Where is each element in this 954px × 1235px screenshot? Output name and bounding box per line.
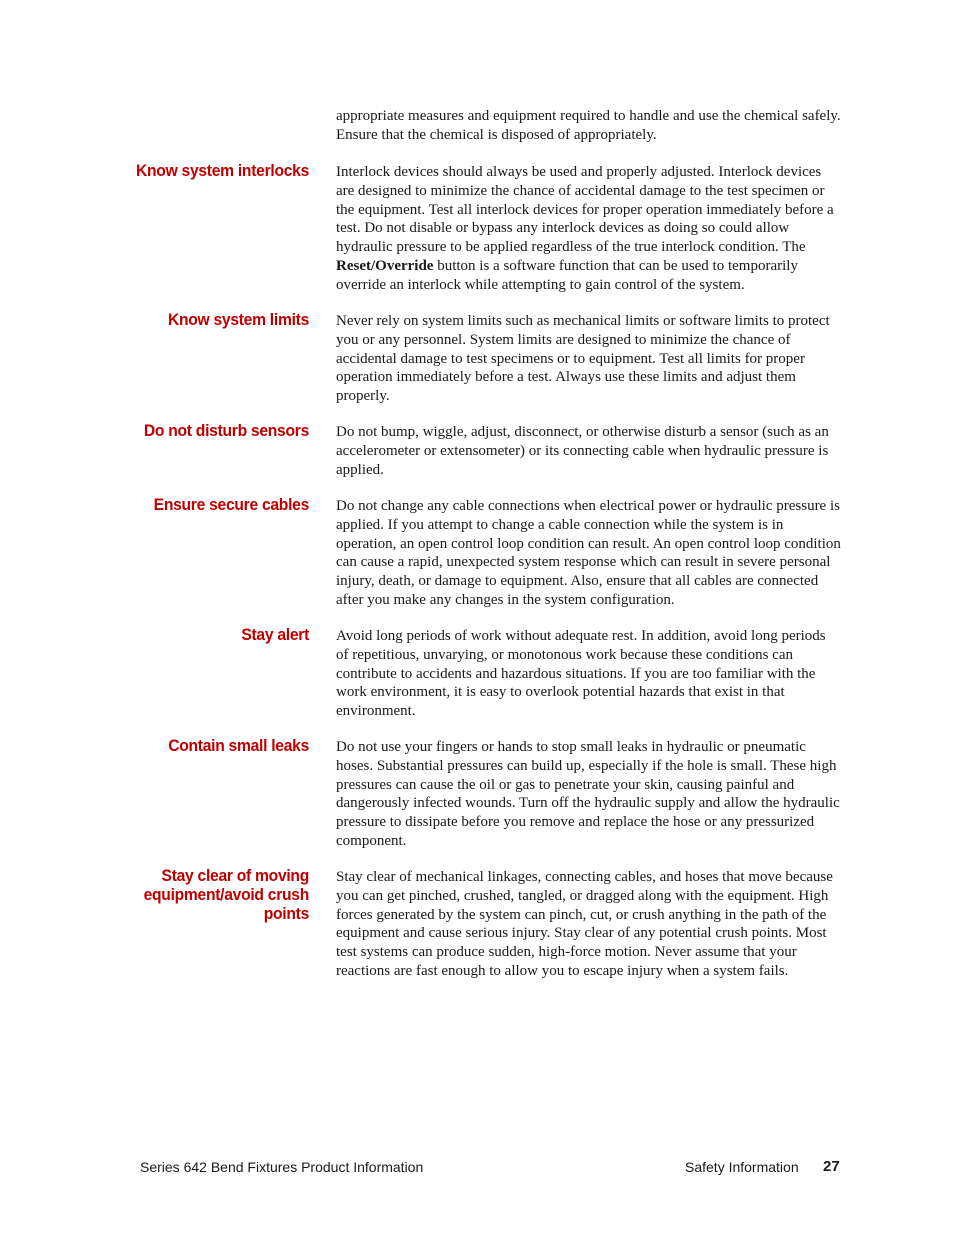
section-body: Do not bump, wiggle, adjust, disconnect, or otherwise disturb a sensor (such as an accelerometer or extensometer) or its connecting cable when hydraulic pressure is applied.	[336, 424, 829, 478]
section-heading: Know system limits	[167, 310, 309, 329]
section-body: Do not change any cable connections when electrical power or hydraulic pressure is applied. If you attempt to change a cable connection while the system is in operation, an open control loop condition can result. An open control loop condition can cause a rapid, unexpected system response which can result in severe personal injury, death, or damage to equipment. Also, ensure that all cables are connected after you make any changes in the system configuration.	[336, 498, 841, 608]
intro-paragraph: appropriate measures and equipment required to handle and use the chemical safely. Ensure that the chemical is disposed of appropriately.	[336, 108, 841, 143]
footer-section-title: Safety Information	[685, 1159, 799, 1175]
section-heading: Contain small leaks	[168, 736, 309, 755]
section-body: Never rely on system limits such as mechanical limits or software limits to protect you or any personnel. System limits are designed to minimize the chance of accidental damage to test specimens or to equipment. Test all limits for proper operation immediately before a test. Always use these limits and adjust them properly.	[336, 313, 830, 405]
section-heading: Do not disturb sensors	[143, 421, 309, 440]
section-body: Interlock devices should always be used and properly adjusted. Interlock devices are designed to minimize the chance of accidental damage to the test specimen or the equipment. Test all interlock devices for proper operation immediately before a test. Do not disable or bypass any interlock devices as doing so could allow hydraulic pressure to be applied regardless of the true interlock condition. The Reset/Override button is a software function that can be used to temporarily override an interlock while attempting to gain control of the system.	[336, 164, 834, 293]
section-body: Avoid long periods of work without adequate rest. In addition, avoid long periods of repetitious, unvarying, or monotonous work because these conditions can contribute to accidents and hazardous situations. If you are too familiar with the work environment, it is easy to overlook potential hazards that exist in that environment.	[336, 628, 826, 720]
section-body: Do not use your fingers or hands to stop small leaks in hydraulic or pneumatic hoses. Substantial pressures can build up, especially if the hole is small. These high pressures can cause the oil or gas to penetrate your skin, causing painful and dangerously infected wounds. Turn off the hydraulic supply and allow the hydraulic pressure to dissipate before you remove and replace the hose or any pressurized component.	[336, 739, 840, 849]
section-heading: Know system interlocks	[136, 161, 309, 180]
section-body: Stay clear of mechanical linkages, connecting cables, and hoses that move because you can get pinched, crushed, tangled, or dragged along with the equipment. High forces generated by the system can pinch, cut, or crush anything in the path of the equipment and cause serious injury. Stay clear of any potential crush points. Most test systems can produce sudden, high-force motion. Never assume that your reactions are fast enough to allow you to escape injury when a system fails.	[336, 869, 833, 979]
section-heading: Ensure secure cables	[153, 495, 309, 514]
footer-document-title: Series 642 Bend Fixtures Product Information	[140, 1159, 424, 1175]
section-heading: Stay alert	[241, 625, 309, 644]
reset-override-label: Reset/Override	[336, 257, 434, 274]
section-heading: Stay clear of moving equipment/avoid crush points	[143, 866, 309, 923]
footer-page-number: 27	[823, 1158, 840, 1175]
